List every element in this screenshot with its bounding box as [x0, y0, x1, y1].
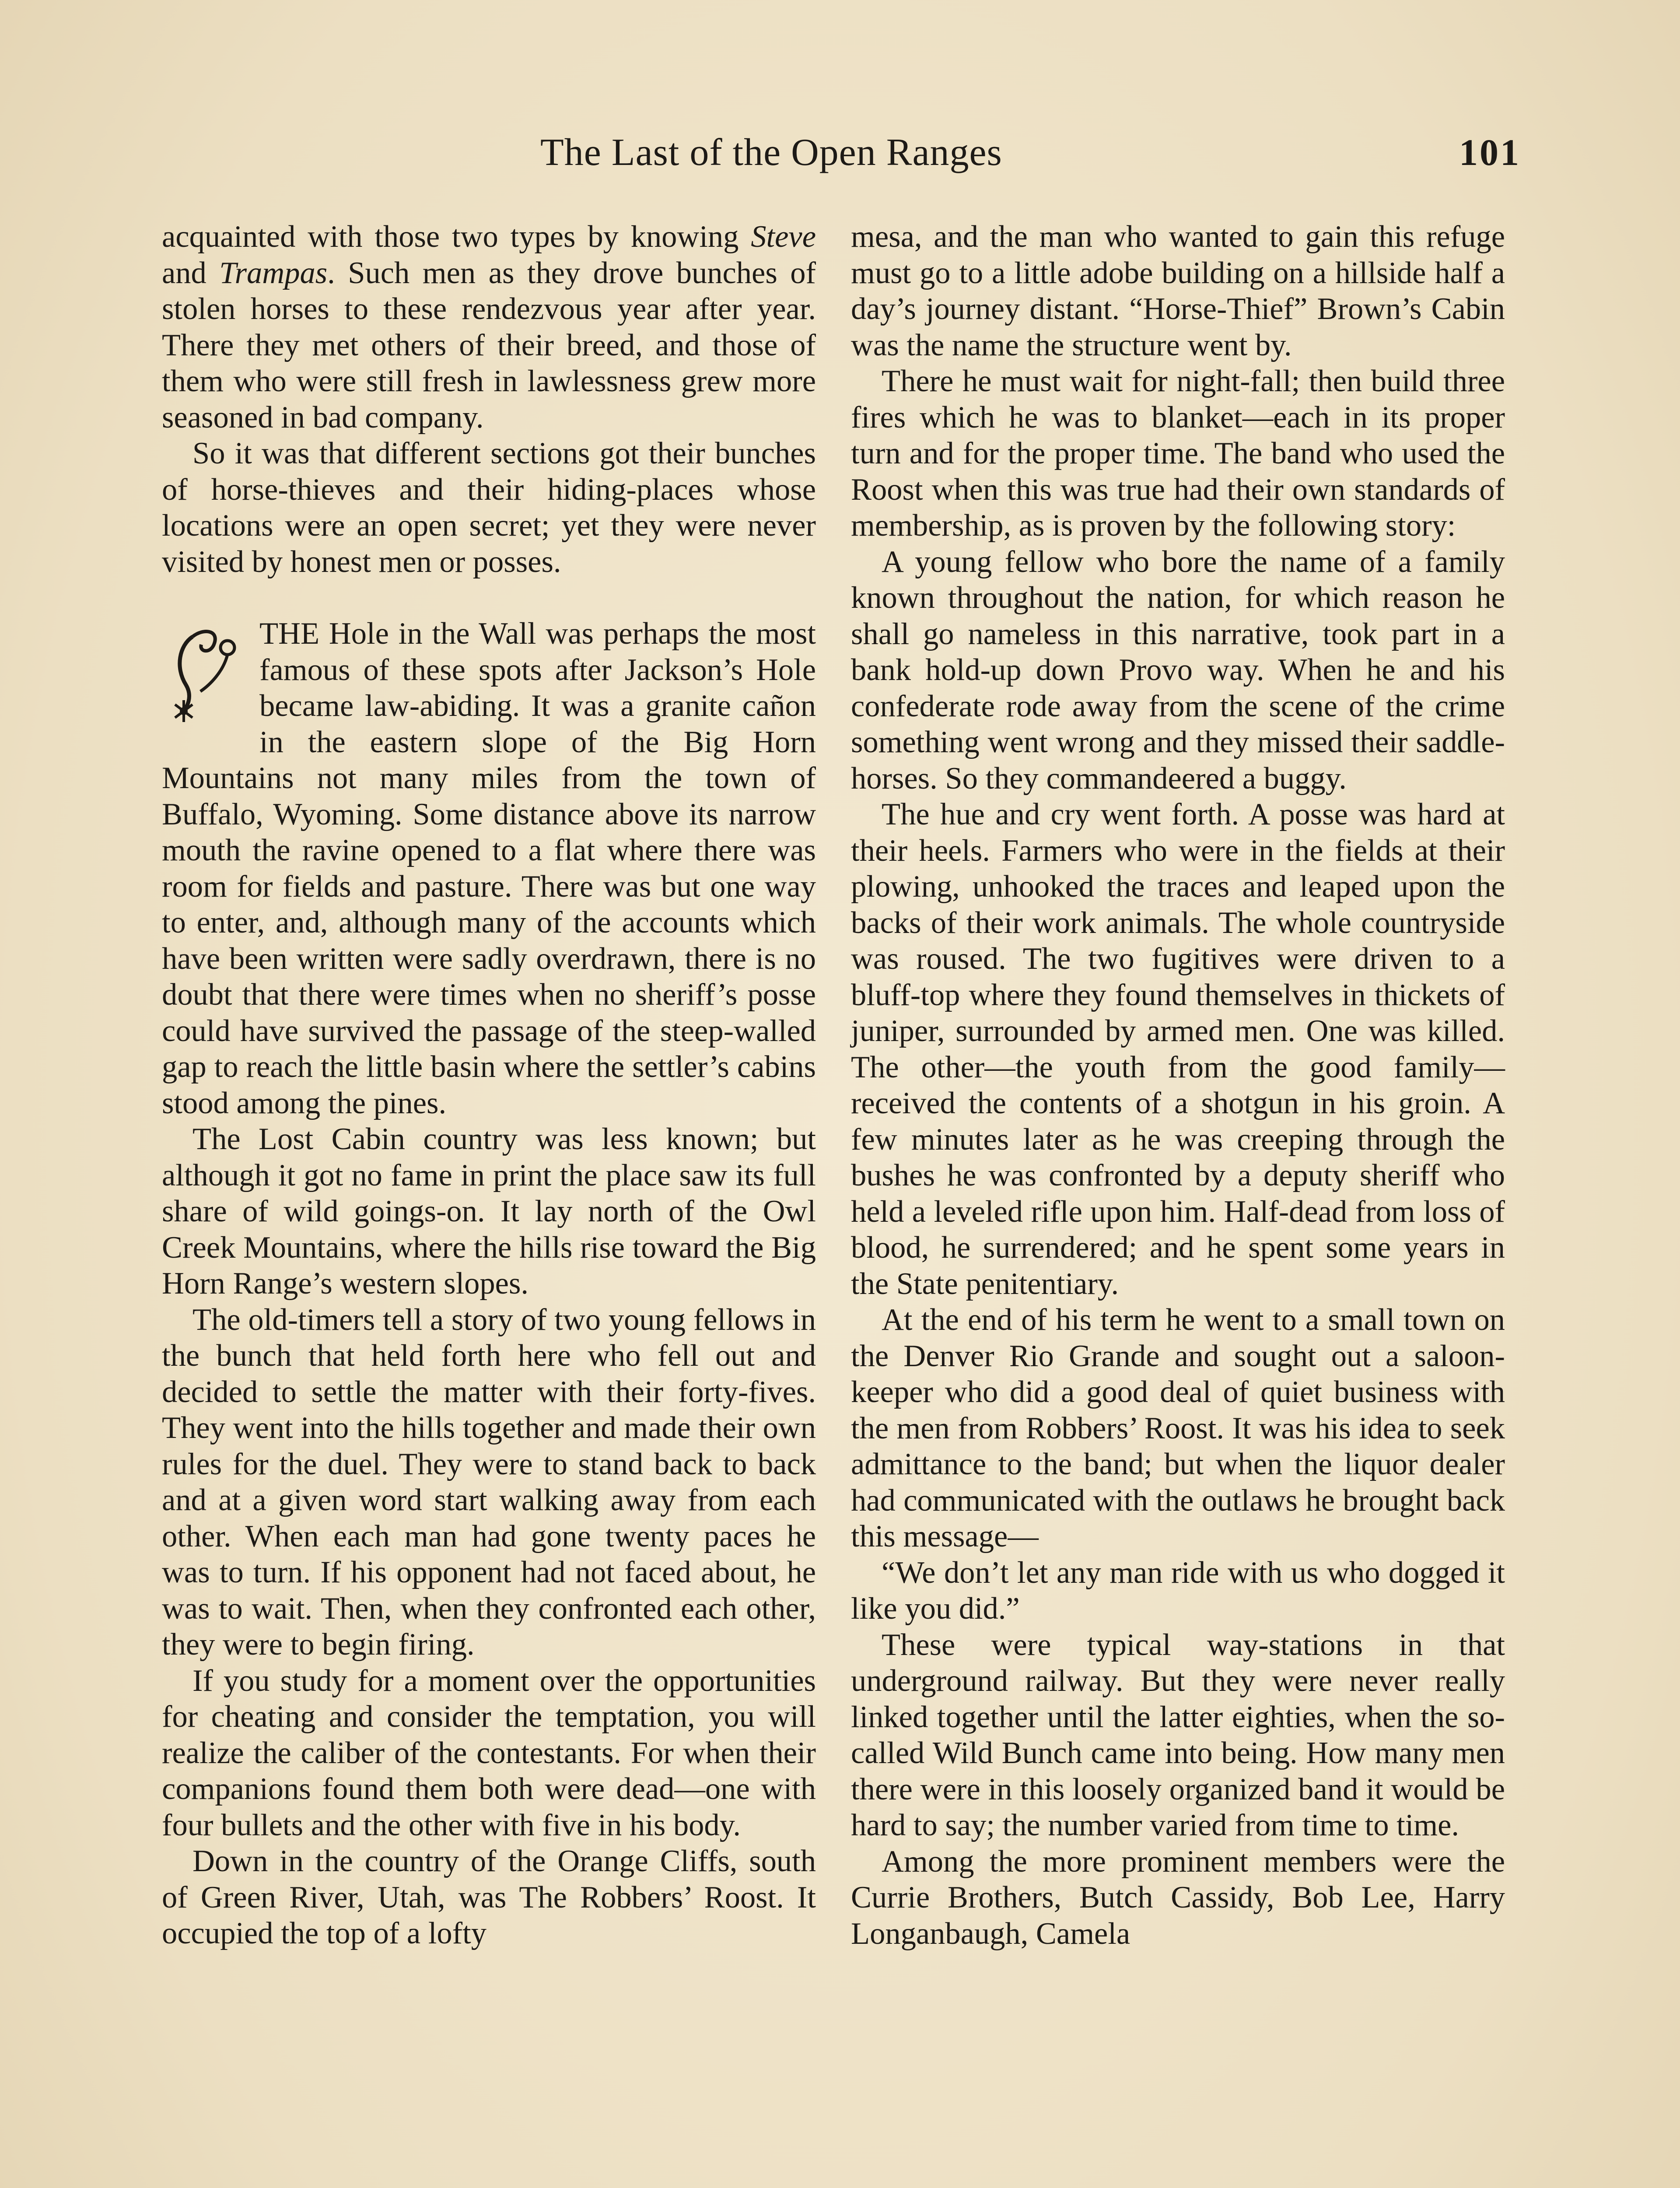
character-name-trampas: Trampas [219, 256, 328, 290]
paragraph: mesa, and the man who wanted to gain this refuge must go to a little adobe building on a hillside half a day’s journey distant. “Horse-Thief” Brown’s Cabin was the name the structure went by. [851, 220, 1505, 362]
paragraph: The Lost Cabin country was less known; but although it got no fame in print the place saw its full share of wild goings-on. It lay north of the Owl Creek Mountains, where the hills rise toward the Big Horn Range’s western slopes. [162, 1122, 816, 1301]
paragraph: The hue and cry went forth. A posse was hard at their heels. Farmers who were in the fields at their plowing, unhooked the traces and leaped upon the backs of their work animals. The whole countryside was roused. The two fugitives were driven to a bluff-top where they found themselves in thickets of juniper, surrounded by armed men. One was killed. The other—the youth from the good family—received the contents of a shotgun in his groin. A few minutes later as he was creeping through the bushes he was confronted by a deputy sheriff who held a leveled rifle upon him. Half-dead from loss of blood, he surrendered; and he spent some years in the State penitentiary. [851, 797, 1505, 1301]
paragraph: Among the more prominent members were the Currie Brothers, Butch Cassidy, Bob Lee, Harry Longanbaugh, Camela [851, 1844, 1505, 1951]
character-name-steve: Steve [751, 220, 816, 254]
ornamental-initial-icon [162, 619, 247, 724]
paragraph: At the end of his term he went to a small town on the Denver Rio Grande and sought out a saloon-keeper who did a good deal of quiet business with the men from Robbers’ Roost. It was his idea to seek admittance to the band; but when the liquor dealer had communicated with the outlaws he brought back this message— [851, 1303, 1505, 1553]
right-column [851, 219, 1505, 1952]
paragraph: If you study for a moment over the opportunities for cheating and consider the temptation, you will realize the caliber of the contestants. For when their companions found them both were dead—one with four bullets and the other with five in his body. [162, 1663, 816, 1842]
running-title: The Last of the Open Ranges [540, 131, 1002, 174]
paragraph: There he must wait for night-fall; then build three fires which he was to blanket—each in its proper turn and for the proper time. The band who used the Roost when this was true had their own standards of membership, as is proven by the following story: [851, 364, 1505, 543]
paragraph: These were typical way-stations in that underground railway. But they were never really linked together until the latter eighties, when the so-called Wild Bunch came into being. How many men there were in this loosely organized band it would be hard to say; the number varied from time to time. [851, 1627, 1505, 1842]
paragraph: The old-timers tell a story of two young fellows in the bunch that held forth here who fell out and decided to settle the matter with their forty-fives. They went into the hills together and made their own rules for the duel. They were to stand back to back and at a given word start walking away from each other. When each man had gone twenty paces he was to turn. If his opponent had not faced about, he was to wait. Then, when they confronted each other, they were to begin firing. [162, 1302, 816, 1662]
left-column [162, 219, 816, 1952]
paragraph: A young fellow who bore the name of a family known throughout the nation, for which reason he shall go nameless in this narrative, took part in a bank hold-up down Provo way. When he and his confederate rode away from the scene of the crime something went wrong and they missed their saddle-horses. So they commandeered a buggy. [851, 544, 1505, 796]
paragraph: Down in the country of the Orange Cliffs, south of Green River, Utah, was The Robbers’ Roost. It occupied the top of a lofty [162, 1844, 816, 1950]
page-number: 101 [1459, 131, 1521, 173]
paragraph: “We don’t let any man ride with us who dogged it like you did.” [851, 1555, 1505, 1626]
paragraph: THE Hole in the Wall was perhaps the most famous of these spots after Jackson’s Hole became law-abiding. It was a granite cañon in the eastern slope of the Big Horn Mountains not many miles from the town of Buffalo, Wyoming. Some distance above its narrow mouth the ravine opened to a flat where there was room for fields and pasture. There was but one way to enter, and, although many of the accounts which have been written were sadly overdrawn, there is no doubt that there were times when no sheriff’s posse could have survived the passage of the steep-walled gap to reach the little basin where the settler’s cabins stood among the pines. [162, 617, 816, 1120]
paragraph: acquainted with those two types by knowing Steve and Trampas. Such men as they drove bunches of stolen horses to these rendezvous year after year. There they met others of their breed, and those of them who were still fresh in lawlessness grew more seasoned in bad company. [162, 220, 816, 435]
paragraph: So it was that different sections got their bunches of horse-thieves and their hiding-places whose locations were an open secret; yet they were never visited by honest men or posses. [162, 436, 816, 579]
